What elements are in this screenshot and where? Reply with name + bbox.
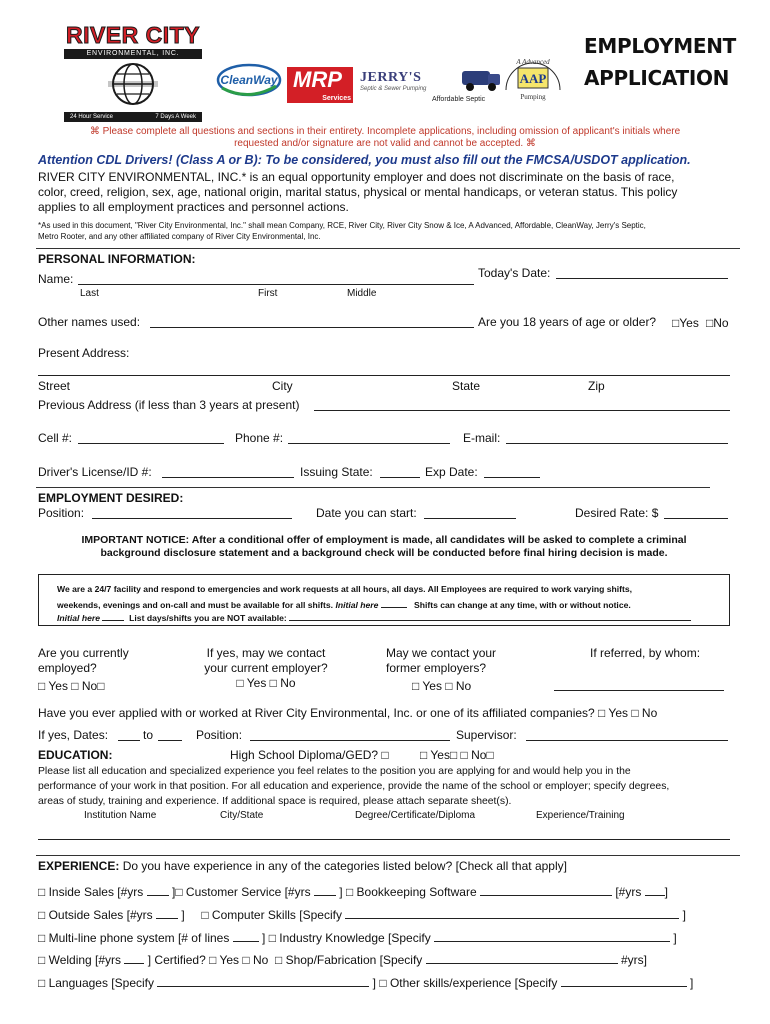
shop-fabrication-field[interactable] [426, 953, 618, 964]
page-title [584, 30, 736, 94]
q3-line2: former employers? [386, 661, 487, 675]
cdl-notice: Attention CDL Drivers! (Class A or B): To be considered, you must also fill out the FMCSA/USDOT application. [38, 153, 691, 167]
name-field[interactable] [78, 284, 474, 285]
col-city-state: City/State [220, 810, 264, 821]
q2-line1: If yes, may we contact [206, 646, 326, 660]
globe-icon [108, 62, 158, 106]
divider [36, 487, 710, 488]
education-entry-field[interactable] [38, 839, 730, 840]
other-names-field[interactable] [150, 327, 474, 328]
col-experience: Experience/Training [536, 810, 625, 821]
education-heading: EDUCATION: [38, 748, 113, 762]
computer-skills-field[interactable] [345, 908, 679, 919]
jerrys-logo [360, 70, 430, 96]
availability-line1: We are a 24/7 facility and respond to emergencies and work requests at all hours, all days. All Employees are required to work varying shifts, [57, 584, 633, 594]
age-no-checkbox[interactable]: □No [706, 316, 729, 330]
welding-checkbox[interactable]: □ Welding [#yrs [38, 953, 122, 967]
aap-logo-top: A Advanced [516, 58, 550, 66]
cleanway-logo [216, 58, 282, 98]
bookkeeping-field[interactable] [480, 885, 612, 896]
present-address-label: Present Address: [38, 346, 130, 360]
currently-employed-question [38, 646, 129, 694]
personal-info-heading: PERSONAL INFORMATION: [38, 252, 196, 266]
supervisor-label: Supervisor: [456, 728, 517, 742]
page-title-line2: APPLICATION [584, 66, 730, 90]
name-label: Name: [38, 272, 74, 286]
position-field[interactable] [92, 518, 292, 519]
desired-rate-field[interactable] [664, 518, 728, 519]
employment-desired-heading: EMPLOYMENT DESIRED: [38, 491, 184, 505]
shop-fabrication-yrs: #yrs] [621, 953, 648, 967]
welding-certified[interactable]: ] Certified? □ Yes □ No [147, 953, 269, 967]
desired-rate-label: Desired Rate: $ [575, 506, 659, 520]
river-city-logo-bar [64, 112, 202, 122]
bookkeeping-yrs[interactable] [645, 885, 665, 896]
initial-here-label-2: Initial here [57, 613, 100, 623]
education-instructions [38, 764, 669, 809]
river-city-logo-subtitle: ENVIRONMENTAL, INC. [64, 49, 202, 59]
river-city-logo-title: RIVER CITY [65, 22, 201, 48]
q3-line1: May we contact your [386, 646, 497, 660]
jerrys-logo-sub: Septic & Sewer Pumping [360, 86, 427, 92]
applied-before-question[interactable]: Have you ever applied with or worked at River City Environmental, Inc. or one of its affiliated companies? □ Yes □ No [38, 706, 658, 720]
last-label: Last [80, 288, 99, 299]
bookkeeping-yrs-label: [#yrs [615, 885, 642, 899]
todays-date-field[interactable] [556, 278, 728, 279]
applied-dates-label: If yes, Dates: [38, 728, 109, 742]
unavailable-shifts-field[interactable] [289, 610, 691, 621]
q1-line2: employed? [38, 661, 97, 675]
first-label: First [258, 288, 278, 299]
other-names-label: Other names used: [38, 315, 141, 329]
important-notice-line1: IMPORTANT NOTICE: After a conditional offer of employment is made, all candidates will be asked to complete a criminal [81, 534, 687, 546]
cell-label: Cell #: [38, 431, 73, 445]
jerrys-logo-text: JERRY'S [360, 70, 422, 85]
city-label: City [272, 379, 293, 393]
license-label: Driver's License/ID #: [38, 465, 152, 479]
education-text1: Please list all education and specialized experience you feel relates to the position you are applying for and would help you in the [38, 766, 631, 777]
position-label: Position: [38, 506, 85, 520]
eeo-statement [38, 170, 677, 215]
previous-address-field[interactable] [314, 410, 730, 411]
aap-logo-bottom: Pumping [520, 93, 546, 101]
affordable-logo [430, 65, 500, 103]
q2-options[interactable]: □ Yes □ No [236, 676, 296, 690]
exp-row4 [38, 953, 647, 967]
applied-to-label: to [143, 728, 154, 742]
eeo-line3: applies to all employment practices and personnel actions. [38, 200, 349, 214]
outside-sales-checkbox[interactable]: □ Outside Sales [#yrs [38, 908, 153, 922]
computer-skills-checkbox[interactable]: □ Computer Skills [Specify [201, 908, 342, 922]
exp-date-field[interactable] [484, 477, 540, 478]
start-date-label: Date you can start: [316, 506, 417, 520]
river-city-logo [64, 22, 202, 120]
experience-question-text: Do you have experience in any of the categories listed below? [Check all that apply] [122, 859, 567, 873]
previous-address-label: Previous Address (if less than 3 years at present) [38, 398, 300, 412]
diploma-question: High School Diploma/GED? □ [230, 748, 389, 762]
eeo-foot2: Metro Rooter, and any other affiliated company of River City Environmental, Inc. [38, 232, 321, 241]
referred-by-label: If referred, by whom: [590, 646, 701, 660]
col-degree: Degree/Certificate/Diploma [355, 810, 476, 821]
email-label: E-mail: [463, 431, 501, 445]
welding-yrs[interactable] [124, 953, 144, 964]
availability-line2 [57, 597, 631, 610]
shop-fabrication-checkbox[interactable]: □ Shop/Fabrication [Specify [274, 953, 423, 967]
eeo-line2: color, creed, religion, sex, age, national origin, marital status, physical or mental handicaps, or veteran status. This policy [38, 185, 678, 199]
email-field[interactable] [506, 443, 728, 444]
languages-checkbox[interactable]: □ Languages [Specify [38, 976, 154, 990]
eeo-line1: RIVER CITY ENVIRONMENTAL, INC.* is an equal opportunity employer and does not discriminate on the basis of race, [38, 170, 675, 184]
outside-sales-yrs[interactable] [156, 908, 178, 919]
red-notice-line2: requested and/or signature are not valid and cannot be accepted. ⌘ [234, 138, 536, 149]
availability-line2a: weekends, evenings and on-call and must be available for all shifts. [57, 600, 334, 610]
phone-field[interactable] [288, 443, 450, 444]
other-skills-field[interactable] [561, 976, 687, 987]
important-notice-line2: background disclosure statement and a background check will be conducted before final hiring decision is made. [100, 547, 668, 559]
multiline-phone-checkbox[interactable]: □ Multi-line phone system [# of lines [38, 931, 230, 945]
applied-position-field[interactable] [250, 740, 450, 741]
divider [36, 855, 740, 856]
bookkeeping-checkbox[interactable]: ] □ Bookkeeping Software [339, 885, 477, 899]
multiline-phone-lines[interactable] [233, 931, 259, 942]
availability-box [38, 574, 730, 626]
exp-row2: □ Outside Sales [#yrs ] □ Computer Skills [Specify ] [38, 908, 686, 922]
zip-label: Zip [588, 379, 605, 393]
important-notice [38, 534, 730, 560]
contact-former-question [386, 646, 496, 694]
issuing-state-field[interactable] [380, 477, 420, 478]
availability-line3b: List days/shifts you are NOT available: [129, 613, 287, 623]
initial-field-1[interactable] [381, 597, 407, 608]
languages-field[interactable] [157, 976, 369, 987]
state-label: State [452, 379, 481, 393]
industry-knowledge-field[interactable] [434, 931, 670, 942]
inside-sales-yrs[interactable] [147, 885, 169, 896]
exp-row3: □ Multi-line phone system [# of lines ] □ Industry Knowledge [Specify ] [38, 931, 677, 945]
present-address-field[interactable] [38, 375, 730, 376]
q1-line1: Are you currently [38, 646, 129, 660]
exp-date-label: Exp Date: [425, 465, 478, 479]
availability-line2c: Shifts can change at any time, with or without notice. [413, 600, 631, 610]
customer-service-yrs[interactable] [314, 885, 336, 896]
q2-line2: your current employer? [204, 661, 328, 675]
referred-by-field[interactable] [554, 690, 724, 691]
q1-options[interactable]: □ Yes □ No□ [38, 679, 105, 693]
aap-logo-mark: AAP [519, 71, 547, 86]
customer-service-checkbox[interactable]: ]□ Customer Service [#yrs [171, 885, 311, 899]
red-notice [0, 126, 770, 150]
diploma-options[interactable]: □ Yes□ □ No□ [420, 748, 494, 762]
industry-knowledge-checkbox[interactable]: □ Industry Knowledge [Specify [268, 931, 431, 945]
applied-position-label: Position: [196, 728, 243, 742]
mrp-logo-text: MRP [293, 67, 342, 92]
page-title-line1: EMPLOYMENT [584, 34, 736, 58]
start-date-field[interactable] [424, 518, 516, 519]
middle-label: Middle [347, 288, 377, 299]
education-text2: performance of your work in that position. For all education and experience, provide the name of the school or employer; specify degrees, [38, 781, 670, 792]
aap-logo [500, 52, 566, 102]
applied-to-field[interactable] [158, 740, 182, 741]
inside-sales-checkbox[interactable]: □ Inside Sales [#yrs [38, 885, 144, 899]
river-city-24hr: 24 Hour Service [70, 114, 114, 120]
availability-line3 [57, 610, 691, 623]
contact-current-question [190, 646, 342, 691]
eeo-foot1: *As used in this document, "River City Environmental, Inc." shall mean Company, RCE, River City, River City Snow & Ice, A Advanced, Affordable, CleanWay, Jerry's Septic, [38, 221, 646, 230]
phone-label: Phone #: [235, 431, 284, 445]
col-institution: Institution Name [84, 810, 157, 821]
age-question: Are you 18 years of age or older? [478, 315, 657, 329]
q3-options[interactable]: □ Yes □ No [412, 679, 472, 693]
license-field[interactable] [162, 477, 294, 478]
experience-question [38, 859, 567, 873]
applied-from-field[interactable] [118, 740, 140, 741]
eeo-footnote [38, 220, 646, 242]
supervisor-field[interactable] [526, 740, 728, 741]
other-skills-checkbox[interactable]: □ Other skills/experience [Specify [379, 976, 558, 990]
age-yes-checkbox[interactable]: □Yes [672, 316, 699, 330]
cell-field[interactable] [78, 443, 224, 444]
initial-field-2[interactable] [102, 610, 124, 621]
todays-date-label: Today's Date: [478, 266, 551, 280]
river-city-7days: 7 Days A Week [155, 114, 196, 120]
issuing-state-label: Issuing State: [300, 465, 373, 479]
education-text3: areas of study, training and experience. If additional space is required, please attach separate sheet(s). [38, 796, 512, 807]
experience-heading: EXPERIENCE: [38, 859, 120, 873]
initial-here-label: Initial here [335, 600, 379, 610]
exp-row1: □ Inside Sales [#yrs ]□ Customer Service [#yrs ] □ Bookkeeping Software [#yrs ] [38, 885, 669, 899]
affordable-logo-text: Affordable Septic [432, 96, 486, 103]
mrp-logo [287, 67, 353, 103]
mrp-logo-sub: Services [322, 95, 351, 102]
red-notice-line1: ⌘ Please complete all questions and sections in their entirety. Incomplete applications, including omission of applicant's initials where [89, 126, 681, 137]
cleanway-logo-text: CleanWay [220, 73, 278, 87]
divider [36, 248, 740, 249]
street-label: Street [38, 379, 71, 393]
exp-row5: □ Languages [Specify ] □ Other skills/experience [Specify ] [38, 976, 694, 990]
